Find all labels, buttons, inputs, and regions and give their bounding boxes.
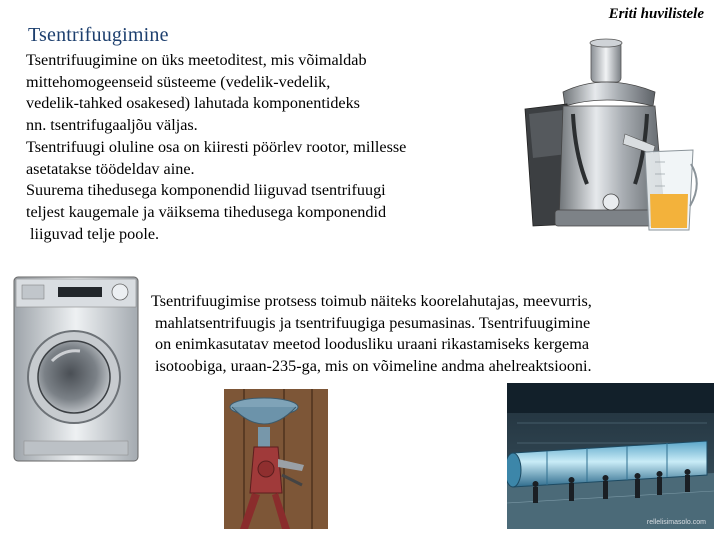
examples-paragraph	[151, 291, 711, 378]
intro-line: liiguvad telje poole.	[26, 224, 160, 243]
washing-machine-photo	[10, 275, 145, 465]
juicer-photo	[515, 34, 700, 234]
examples-line: on enimkasutatav meetod loodusliku uraani rikastamiseks kergema	[151, 335, 590, 354]
intro-line: asetatakse töödeldav aine.	[26, 159, 195, 178]
intro-line: Tsentrifuugimine on üks meetoditest, mis võimaldab	[26, 51, 367, 69]
cream-separator-photo	[224, 389, 328, 529]
intro-line: teljest kaugemale ja väiksema tihedusega komponendid	[26, 202, 387, 221]
slide-title: Tsentrifuugimine	[28, 24, 169, 46]
intro-line: vedelik-tahked osakesed) lahutada komponentideks	[26, 94, 360, 113]
photo-watermark: rellelisimasolo.com	[646, 519, 706, 526]
examples-line: Tsentrifuugimise protsess toimub näiteks koorelahutajas, meevurris,	[151, 292, 592, 310]
intro-paragraph	[26, 50, 526, 245]
intro-line: nn. tsentrifugaaljõu väljas.	[26, 116, 198, 135]
uranium-centrifuge-hall-photo	[507, 383, 714, 529]
intro-line: mittehomogeenseid süsteeme (vedelik-vedelik,	[26, 72, 331, 91]
examples-line: isotoobiga, uraan-235-ga, mis on võimeline andma ahelreaktsiooni.	[151, 357, 592, 376]
corner-note: Eriti huvilistele	[608, 6, 704, 22]
intro-line: Tsentrifuugi oluline osa on kiiresti pöörlev rootor, millesse	[26, 137, 407, 156]
intro-line: Suurema tihedusega komponendid liiguvad tsentrifuugi	[26, 181, 386, 200]
examples-line: mahlatsentrifuugis ja tsentrifuugiga pesumasinas. Tsentrifuugimine	[151, 313, 591, 332]
